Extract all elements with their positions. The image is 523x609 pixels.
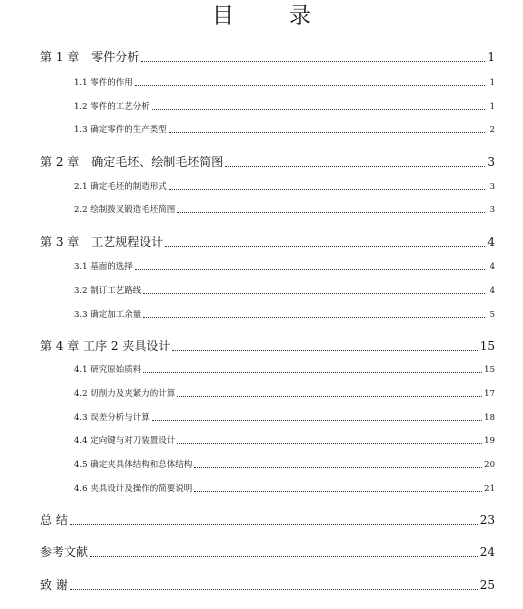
- toc-dot-leader: [194, 466, 482, 468]
- toc-entry-label: 3.2 制订工艺路线: [74, 286, 142, 296]
- toc-entry-page: 21: [484, 484, 495, 494]
- toc-entry-label: 2.2 绘制拨叉锻造毛坯简图: [74, 205, 176, 215]
- toc-dot-leader: [177, 211, 485, 213]
- toc-entry-label: 第 2 章 确定毛坯、绘制毛坯简图: [40, 155, 224, 169]
- toc-entry-label: 4.2 切削力及夹紧力的计算: [74, 389, 176, 399]
- toc-entry-section-4-3[interactable]: [74, 413, 495, 423]
- toc-entry-label: 3.1 基面的选择: [74, 262, 133, 272]
- toc-entry-label: 2.1 确定毛坯的制造形式: [74, 182, 167, 192]
- toc-dot-leader: [169, 188, 485, 190]
- toc-entry-page: 3: [489, 205, 495, 215]
- toc-dot-leader: [172, 349, 477, 351]
- toc-entry-page: 1: [489, 78, 495, 88]
- toc-entry-page: 4: [487, 235, 495, 249]
- toc-entry-label: 总 结: [40, 513, 68, 527]
- toc-entry-label: 4.6 夹具设计及操作的简要说明: [74, 484, 193, 494]
- toc-entry-label: 第 1 章 零件分析: [40, 50, 140, 64]
- toc-dot-leader: [70, 588, 478, 590]
- toc-entry-label: 第 4 章 工序 2 夹具设计: [40, 339, 171, 353]
- toc-entry-chapter-4[interactable]: [40, 339, 495, 353]
- toc-entry-page: 15: [479, 339, 495, 353]
- toc-dot-leader: [143, 292, 485, 294]
- toc-entry-label: 4.4 定向键与对刀装置设计: [74, 436, 176, 446]
- toc-dot-leader: [177, 395, 482, 397]
- toc-entry-page: 3: [487, 155, 495, 169]
- toc-entry-section-4-2[interactable]: [74, 389, 495, 399]
- toc-entry-summary[interactable]: [40, 513, 495, 527]
- toc-entry-section-4-4[interactable]: [74, 436, 495, 446]
- toc-entry-label: 3.3 确定加工余量: [74, 310, 142, 320]
- toc-dot-leader: [152, 108, 485, 110]
- toc-entry-section-4-1[interactable]: [74, 365, 495, 375]
- toc-dot-leader: [152, 419, 482, 421]
- toc-entry-label: 第 3 章 工艺规程设计: [40, 235, 164, 249]
- toc-entry-label: 致 谢: [40, 578, 68, 592]
- toc-entry-page: 5: [489, 310, 495, 320]
- toc-dot-leader: [70, 523, 478, 525]
- toc-dot-leader: [143, 371, 482, 373]
- toc-entry-chapter-3[interactable]: [40, 235, 495, 249]
- toc-entry-acknowledgements[interactable]: [40, 578, 495, 592]
- toc-dot-leader: [90, 555, 478, 557]
- toc-dot-leader: [194, 490, 482, 492]
- toc-entry-page: 24: [479, 545, 495, 559]
- toc-entry-chapter-1[interactable]: [40, 50, 495, 64]
- toc-entry-label: 1.3 确定零件的生产类型: [74, 125, 167, 135]
- toc-entry-page: 18: [484, 413, 495, 423]
- toc-entry-label: 1.1 零件的作用: [74, 78, 133, 88]
- toc-entry-section-2-1[interactable]: [74, 182, 495, 192]
- toc-entry-page: 25: [479, 578, 495, 592]
- toc-title: 目 录: [212, 4, 335, 29]
- toc-dot-leader: [141, 60, 485, 62]
- toc-entry-page: 17: [484, 389, 495, 399]
- toc-entry-section-1-2[interactable]: [74, 102, 495, 112]
- toc-entry-page: 2: [489, 125, 495, 135]
- toc-entry-section-3-3[interactable]: [74, 310, 495, 320]
- toc-entry-section-4-5[interactable]: [74, 460, 495, 470]
- toc-entry-section-4-6[interactable]: [74, 484, 495, 494]
- toc-entry-page: 19: [484, 436, 495, 446]
- toc-entry-page: 4: [489, 262, 495, 272]
- toc-entry-section-2-2[interactable]: [74, 205, 495, 215]
- toc-dot-leader: [143, 316, 485, 318]
- toc-entry-section-3-2[interactable]: [74, 286, 495, 296]
- toc-entry-page: 20: [484, 460, 495, 470]
- toc-entry-section-1-3[interactable]: [74, 125, 495, 135]
- toc-entry-label: 4.1 研究原始质料: [74, 365, 142, 375]
- toc-entry-page: 1: [489, 102, 495, 112]
- toc-dot-leader: [225, 165, 485, 167]
- toc-dot-leader: [135, 268, 485, 270]
- toc-entry-page: 4: [489, 286, 495, 296]
- toc-entry-label: 参考文献: [40, 545, 89, 559]
- toc-entry-chapter-2[interactable]: [40, 155, 495, 169]
- toc-entry-section-3-1[interactable]: [74, 262, 495, 272]
- toc-dot-leader: [177, 442, 482, 444]
- toc-entry-page: 1: [487, 50, 495, 64]
- toc-entry-section-1-1[interactable]: [74, 78, 495, 88]
- toc-dot-leader: [135, 84, 485, 86]
- toc-dot-leader: [169, 131, 485, 133]
- toc-entry-label: 1.2 零件的工艺分析: [74, 102, 150, 112]
- toc-dot-leader: [165, 245, 485, 247]
- toc-entry-page: 23: [479, 513, 495, 527]
- toc-entry-page: 3: [489, 182, 495, 192]
- toc-entry-label: 4.3 误差分析与计算: [74, 413, 150, 423]
- toc-entry-references[interactable]: [40, 545, 495, 559]
- toc-entry-label: 4.5 确定夹具体结构和总体结构: [74, 460, 193, 470]
- toc-entry-page: 15: [484, 365, 495, 375]
